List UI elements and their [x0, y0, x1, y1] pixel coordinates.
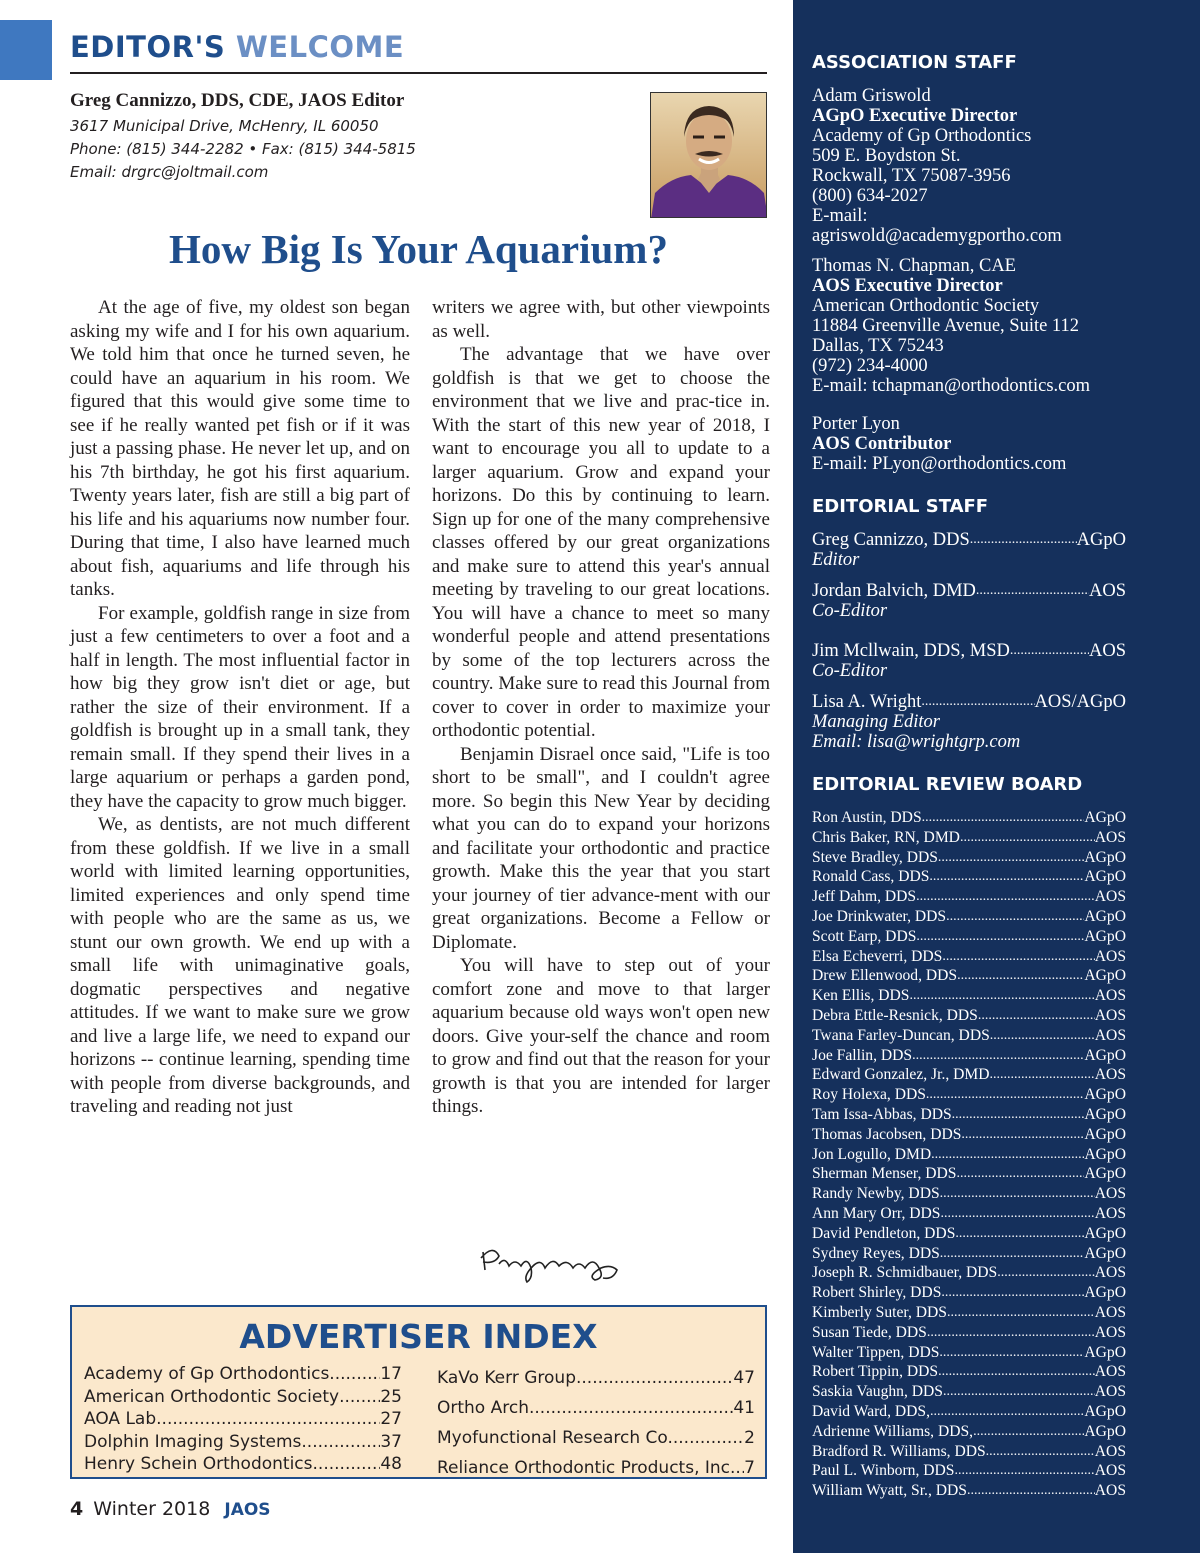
review-member-org: AOS: [1094, 1185, 1126, 1203]
review-member-org: AGpO: [1084, 1125, 1126, 1143]
editor-contact-block: [70, 90, 416, 184]
review-board-member: [812, 1006, 1126, 1026]
review-member-name: Twana Farley-Duncan, DDS: [812, 1026, 990, 1044]
editorial-staff-heading: EDITORIAL STAFF: [812, 496, 989, 517]
review-board-member: [812, 1283, 1126, 1303]
review-member-org: AGpO: [1084, 1402, 1126, 1420]
review-member-name: David Ward, DDS,: [812, 1402, 930, 1420]
review-member-org: AGpO: [1084, 1284, 1126, 1302]
review-member-org: AGpO: [1084, 1105, 1126, 1123]
review-member-name: Ann Mary Orr, DDS: [812, 1204, 941, 1222]
review-member-org: AGpO: [1084, 907, 1126, 925]
article-paragraph: We, as dentists, are not much different from these goldfish. If we live in a small world with limited learning opportunities, limited experiences and only spend time with people who are the same as us, we stunt our own growth. We end up with a small life with unimaginative goals, dogmatic perspectives and negative attitudes. If we want to make sure we grow and live a large life, we need to expand our horizons -- continue learning, spending time with people from diverse backgrounds, and traveling and reading not just: [70, 814, 410, 1117]
editor-staff-org: AGpO: [1076, 530, 1126, 550]
review-board-member: [812, 947, 1126, 967]
review-member-org: AGpO: [1084, 1224, 1126, 1242]
review-board-member: [812, 1343, 1126, 1363]
review-board-member: [812, 1422, 1126, 1442]
contact-line: (800) 634-2027: [812, 186, 928, 206]
review-board-member: [812, 1046, 1126, 1066]
review-board-member: [812, 1323, 1126, 1343]
article-column-1: [70, 296, 410, 1119]
review-member-org: AOS: [1094, 1303, 1126, 1321]
review-board-member: [812, 1085, 1126, 1105]
review-member-org: AGpO: [1084, 927, 1126, 945]
review-board-member: [812, 1125, 1126, 1145]
contact-line: E-mail:: [812, 206, 868, 226]
review-member-name: Bradford R. Williams, DDS: [812, 1442, 986, 1460]
advertiser-page: 27: [380, 1409, 402, 1429]
editor-staff-name: Jordan Balvich, DMD: [812, 581, 976, 601]
editor-address: 3617 Municipal Drive, McHenry, IL 60050: [70, 117, 379, 135]
review-member-name: Ronald Cass, DDS: [812, 868, 930, 886]
advertiser-name: KaVo Kerr Group: [437, 1368, 576, 1388]
contact-title: AOS Executive Director: [812, 276, 1003, 296]
advertiser-page: 37: [380, 1431, 402, 1452]
article-paragraph: You will have to step out of your comfort zone and move to that larger aquarium because old ways won't open new doors. Give your-self the chance and room to grow and find out that the reason for your growth is that you are intended for larger things.: [432, 955, 770, 1117]
review-member-org: AGpO: [1084, 1422, 1126, 1440]
editor-portrait-photo: [650, 92, 767, 218]
review-member-org: AOS: [1094, 987, 1126, 1005]
section-title: [70, 30, 404, 64]
editor-staff-role: Co-Editor: [812, 661, 888, 681]
editor-signature: [475, 1238, 625, 1286]
advertiser-entry: [84, 1408, 402, 1431]
editor-email: Email: drgrc@joltmail.com: [70, 163, 269, 181]
review-board-member: [812, 1224, 1126, 1244]
review-member-org: AOS: [1094, 1006, 1126, 1024]
review-member-org: AOS: [1094, 1026, 1126, 1044]
advertiser-page: 47: [733, 1368, 755, 1388]
advertiser-name: AOA Lab: [84, 1409, 157, 1429]
advertiser-entry: [84, 1453, 402, 1476]
review-member-org: AGpO: [1084, 1244, 1126, 1262]
advertiser-entry: [84, 1386, 402, 1409]
review-member-org: AOS: [1094, 1066, 1126, 1084]
review-member-name: Sydney Reyes, DDS: [812, 1244, 940, 1262]
review-board-member: [812, 1105, 1126, 1125]
advertiser-list-right: [437, 1363, 755, 1483]
contact-line: agriswold@academygportho.com: [812, 226, 1062, 246]
contact-line: Academy of Gp Orthodontics: [812, 126, 1032, 146]
contact-name: Thomas N. Chapman, CAE: [812, 256, 1016, 276]
review-board-member: [812, 1442, 1126, 1462]
review-board-member: [812, 808, 1126, 828]
advertiser-index-title: ADVERTISER INDEX: [239, 1317, 598, 1356]
contact-line: (972) 234-4000: [812, 356, 928, 376]
advertiser-entry: [84, 1431, 402, 1454]
review-member-name: David Pendleton, DDS: [812, 1224, 956, 1242]
review-member-name: Jon Logullo, DMD: [812, 1145, 932, 1163]
review-member-name: Sherman Menser, DDS: [812, 1165, 957, 1183]
review-member-org: AOS: [1094, 1204, 1126, 1222]
editor-name: Greg Cannizzo, DDS, CDE, JAOS Editor: [70, 90, 405, 111]
editor-staff-name: Lisa A. Wright: [812, 692, 922, 712]
journal-name: JAOS: [224, 1500, 271, 1520]
contact-line: 11884 Greenville Avenue, Suite 112: [812, 316, 1079, 336]
review-member-org: AGpO: [1084, 1165, 1126, 1183]
review-member-name: Robert Shirley, DDS: [812, 1284, 942, 1302]
advertiser-index: [70, 1305, 767, 1479]
contact-title: AOS Contributor: [812, 434, 952, 454]
contact-line: E-mail: tchapman@orthodontics.com: [812, 376, 1091, 396]
review-member-org: AGpO: [1084, 1046, 1126, 1064]
section-title-welcome: WELCOME: [235, 30, 405, 64]
review-member-name: Randy Newby, DDS: [812, 1185, 940, 1203]
contact-line: American Orthodontic Society: [812, 296, 1040, 316]
article-paragraph: The advantage that we have over goldfish is that we get to choose the environment that we live and prac-tice in. With the start of this new year of 2018, I want to encourage you all to update to a larger aquarium. Grow and expand your horizons. Do this by continuing to learn. Sign up for one of the many comprehensive classes offered by our great organizations and make sure to attend this year's annual meeting by traveling to our great locations. You will have a chance to meet so many wonderful people and attend presentations by some of the top lecturers across the country. Make sure to read this Journal from cover to cover in order to maximize your orthodontic potential.: [432, 344, 770, 741]
review-member-name: Ron Austin, DDS: [812, 809, 922, 826]
review-member-name: Joe Fallin, DDS: [812, 1046, 913, 1064]
advertiser-entry: [437, 1363, 755, 1393]
article-paragraph: At the age of five, my oldest son began asking my wife and I for his own aquarium. We told him that once he turned seven, he could have an aquarium in his room. We figured that this would give some time to see if he really wanted pet fish or if it was just a passing phase. He never let up, and on his 7th birthday, he got his first aquarium. Twenty years later, fish are still a big part of his life and his aquariums now number four. During that time, I also have learned much about fish, aquariums and life through his tanks.: [70, 297, 410, 600]
contact-line: E-mail: PLyon@orthodontics.com: [812, 454, 1067, 474]
advertiser-name: Academy of Gp Orthodontics: [84, 1364, 330, 1384]
staff-sidebar: [793, 0, 1200, 1553]
editor-staff-name: Greg Cannizzo, DDS: [812, 530, 970, 550]
article-paragraph: writers we agree with, but other viewpoints as well.: [432, 297, 770, 342]
advertiser-name: Dolphin Imaging Systems: [84, 1431, 302, 1452]
review-board-member: [812, 1184, 1126, 1204]
review-member-name: Tam Issa-Abbas, DDS: [812, 1105, 952, 1123]
review-member-name: Robert Tippin, DDS: [812, 1363, 939, 1381]
review-member-org: AOS: [1094, 947, 1126, 965]
review-board-member: [812, 848, 1126, 868]
article-headline: How Big Is Your Aquarium?: [169, 226, 668, 272]
review-member-name: Kimberly Suter, DDS: [812, 1303, 947, 1321]
editor-staff-role: Editor: [812, 550, 860, 570]
review-member-org: AOS: [1094, 1462, 1126, 1480]
review-board-member: [812, 1164, 1126, 1184]
issue-season: Winter 2018: [93, 1498, 211, 1520]
advertiser-entry: [437, 1393, 755, 1423]
review-member-name: Ken Ellis, DDS: [812, 987, 910, 1005]
review-board-member: [812, 887, 1126, 907]
review-member-name: Joseph R. Schmidbauer, DDS: [812, 1264, 998, 1282]
review-member-name: Elsa Echeverri, DDS: [812, 947, 943, 965]
header-divider: [70, 72, 767, 74]
advertiser-entry: [437, 1423, 755, 1453]
review-member-org: AGpO: [1084, 848, 1126, 866]
contact-title: AGpO Executive Director: [812, 106, 1018, 126]
editor-staff-role: Managing Editor: [812, 712, 940, 732]
advertiser-page: 17: [380, 1364, 402, 1384]
staff-contact: [812, 86, 1062, 246]
section-title-editors: EDITOR'S: [70, 30, 226, 64]
editor-staff-org: AOS: [1088, 581, 1126, 601]
editor-staff-org: AOS/AGpO: [1034, 692, 1126, 712]
contact-line: Dallas, TX 75243: [812, 336, 944, 356]
review-board-member: [812, 986, 1126, 1006]
review-member-name: Saskia Vaughn, DDS: [812, 1383, 943, 1401]
review-member-name: Scott Earp, DDS: [812, 927, 917, 945]
advertiser-page: 41: [733, 1398, 755, 1418]
advertiser-page: 2: [744, 1428, 755, 1448]
review-board-member: [812, 1244, 1126, 1264]
review-member-name: Chris Baker, RN, DMD: [812, 828, 960, 846]
advertiser-name: Myofunctional Research Co.: [437, 1428, 673, 1448]
article-paragraph: For example, goldfish range in size from just a few centimeters to over a foot and a half in length. The most influential factor in how big they grow isn't diet or age, but rather the size of their environment. If a goldfish is brought up in a small tank, they remain small. If they spend their lives in a large aquarium or perhaps a garden pond, they have the capacity to grow much bigger.: [70, 602, 410, 812]
contact-line: 509 E. Boydston St.: [812, 146, 961, 166]
review-member-name: Walter Tippen, DDS: [812, 1343, 940, 1361]
review-member-org: AOS: [1094, 1482, 1126, 1500]
staff-contact: [812, 414, 1066, 474]
review-member-name: Paul L. Winborn, DDS: [812, 1462, 955, 1480]
review-board-member: [812, 1263, 1126, 1283]
review-board-member: [812, 1303, 1126, 1323]
review-member-name: Edward Gonzalez, Jr., DMD: [812, 1066, 990, 1084]
corner-accent-block: [0, 20, 52, 80]
review-member-name: Susan Tiede, DDS: [812, 1323, 927, 1341]
review-member-org: AOS: [1094, 828, 1126, 846]
advertiser-entry: [84, 1363, 402, 1386]
review-member-name: Thomas Jacobsen, DDS: [812, 1125, 962, 1143]
contact-line: Rockwall, TX 75087-3956: [812, 166, 1011, 186]
review-member-org: AGpO: [1084, 1086, 1126, 1104]
advertiser-entry: [437, 1453, 755, 1483]
review-board-member: [812, 1145, 1126, 1165]
review-member-org: AGpO: [1084, 1145, 1126, 1163]
review-board-member: [812, 828, 1126, 848]
editor-phone: Phone: (815) 344-2282 • Fax: (815) 344-5815: [70, 140, 416, 158]
advertiser-page: 7: [744, 1458, 755, 1478]
editorial-review-board-heading: EDITORIAL REVIEW BOARD: [812, 774, 1083, 795]
review-board-member: [812, 1382, 1126, 1402]
advertiser-name: American Orthodontic Society: [84, 1386, 340, 1407]
advertiser-name: Henry Schein Orthodontics: [84, 1454, 313, 1474]
review-member-name: Jeff Dahm, DDS: [812, 888, 917, 906]
editor-staff-org: AOS: [1088, 641, 1126, 661]
review-member-name: Joe Drinkwater, DDS: [812, 907, 947, 925]
review-member-name: Steve Bradley, DDS: [812, 848, 938, 866]
contact-name: Porter Lyon: [812, 414, 900, 434]
review-member-name: Roy Holexa, DDS: [812, 1086, 926, 1104]
review-member-org: AOS: [1094, 1264, 1126, 1282]
review-member-name: Adrienne Williams, DDS,: [812, 1422, 974, 1440]
review-member-org: AGpO: [1084, 967, 1126, 985]
review-member-org: AOS: [1094, 1442, 1126, 1460]
editorial-entry: [812, 641, 1126, 681]
review-board-member: [812, 1362, 1126, 1382]
review-member-org: AOS: [1094, 1383, 1126, 1401]
article-column-2: [432, 296, 770, 1119]
staff-contact: [812, 256, 1090, 396]
review-member-name: Debra Ettle-Resnick, DDS: [812, 1006, 978, 1024]
review-member-org: AOS: [1094, 888, 1126, 906]
review-member-org: AOS: [1094, 1323, 1126, 1341]
review-board-member: [812, 907, 1126, 927]
editorial-entry: [812, 530, 1126, 570]
page-number: 4: [70, 1498, 84, 1520]
advertiser-name: Ortho Arch: [437, 1398, 529, 1418]
review-member-name: William Wyatt, Sr., DDS: [812, 1482, 967, 1500]
review-board-member: [812, 1026, 1126, 1046]
article-paragraph: Benjamin Disrael once said, "Life is too short to be small", and I couldn't agree more. So begin this New Year by deciding what you can do to expand your horizons and facilitate your orthodontic and practice growth. Make this the year that you start your journey of tier advance-ment with our great organizations. Become a Fellow or Diplomate.: [432, 743, 770, 953]
advertiser-name: Reliance Orthodontic Products, Inc.: [437, 1458, 736, 1478]
review-member-org: AOS: [1094, 1363, 1126, 1381]
review-board-member: [812, 1065, 1126, 1085]
review-board-member: [812, 1204, 1126, 1224]
advertiser-page: 25: [380, 1386, 402, 1407]
review-board-member: [812, 966, 1126, 986]
review-board-member: [812, 867, 1126, 887]
review-board-member: [812, 1481, 1126, 1501]
review-board-member: [812, 1402, 1126, 1422]
editor-staff-role: Co-Editor: [812, 601, 888, 621]
advertiser-page: 48: [380, 1454, 402, 1474]
review-board-list: [812, 808, 1126, 1501]
review-member-org: AGpO: [1084, 868, 1126, 886]
advertiser-list-left: [84, 1363, 402, 1476]
editor-staff-email: Email: lisa@wrightgrp.com: [812, 732, 1021, 752]
page-footer: [70, 1498, 271, 1520]
contact-name: Adam Griswold: [812, 86, 931, 106]
review-member-name: Drew Ellenwood, DDS: [812, 967, 958, 985]
editor-staff-name: Jim Mcllwain, DDS, MSD: [812, 641, 1010, 661]
editorial-entry: [812, 581, 1126, 621]
review-member-org: AGpO: [1084, 809, 1126, 826]
association-staff-heading: ASSOCIATION STAFF: [812, 52, 1017, 73]
review-board-member: [812, 927, 1126, 947]
editorial-entry: [812, 692, 1126, 752]
review-board-member: [812, 1461, 1126, 1481]
review-member-org: AGpO: [1084, 1343, 1126, 1361]
